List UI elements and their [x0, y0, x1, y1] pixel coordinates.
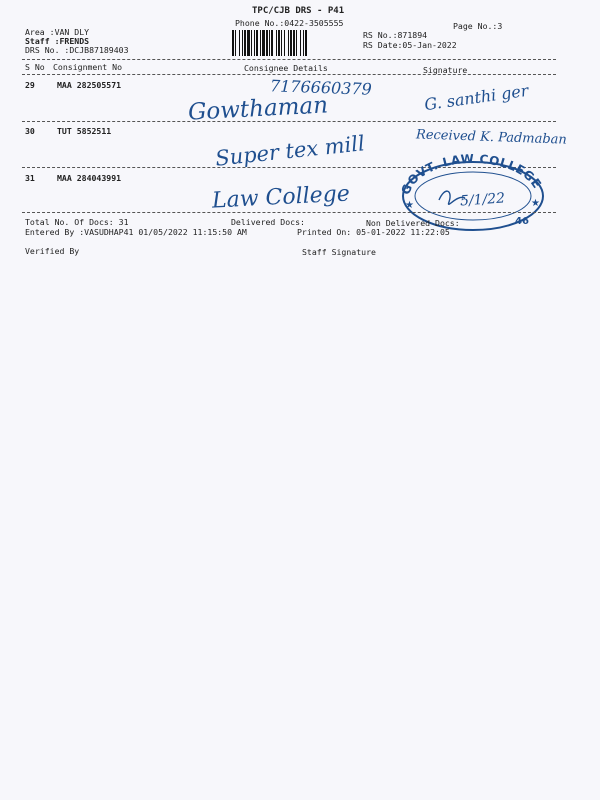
handwritten-date: 5/1/22: [459, 190, 506, 210]
staff-label: Staff :FRENDS: [25, 36, 90, 46]
stamp-number: 46: [515, 216, 529, 227]
star-icon: ★: [531, 198, 540, 209]
star-icon: ★: [405, 200, 414, 211]
row-consignment: TUT 5852511: [57, 126, 112, 136]
handwritten-phone: 7176660379: [269, 76, 373, 99]
column-consignment: Consignment No: [53, 62, 123, 72]
divider: [22, 121, 556, 122]
total-docs: Total No. Of Docs: 31: [25, 217, 129, 227]
drs-number: DRS No. :DCJB87189403: [25, 45, 129, 55]
handwritten-consignee: Gowthaman: [187, 92, 329, 126]
handwritten-consignee: Law College: [211, 181, 351, 214]
phone-number: Phone No.:0422-3505555: [235, 18, 344, 28]
rs-number: RS No.:871894: [363, 30, 428, 40]
barcode-bar: [307, 30, 308, 56]
printed-on: Printed On: 05-01-2022 11:22:05: [297, 227, 450, 237]
handwritten-signature: Received K. Padmaban: [415, 127, 568, 148]
rs-date: RS Date:05-Jan-2022: [363, 40, 457, 50]
row-sno: 30: [25, 126, 35, 136]
barcode: [232, 30, 356, 56]
stamp-text: GOVT. LAW COLLEGE: [398, 152, 545, 197]
row-consignment: MAA 284043991: [57, 173, 122, 183]
entered-by: Entered By :VASUDHAP41 01/05/2022 11:15:50 AM: [25, 227, 247, 237]
staff-signature: Staff Signature: [302, 247, 376, 257]
delivered-docs: Delivered Docs:: [231, 217, 305, 227]
divider: [22, 74, 556, 75]
column-consignee: Consignee Details: [244, 63, 328, 73]
svg-text:GOVT. LAW COLLEGE: [398, 152, 544, 197]
handwritten-signature: G. santhi ger: [423, 80, 530, 115]
document-title: TPC/CJB DRS - P41: [252, 6, 345, 16]
non-delivered-docs: Non Delivered Docs:: [366, 218, 460, 228]
row-sno: 29: [25, 80, 35, 90]
divider: [22, 212, 556, 213]
page-number: Page No.:3: [453, 21, 503, 31]
area-label: Area :VAN DLY: [25, 27, 90, 37]
row-consignment: MAA 282505571: [57, 80, 122, 90]
column-signature: Signature: [423, 65, 468, 75]
divider: [22, 59, 556, 60]
row-sno: 31: [25, 173, 35, 183]
column-sno: S No: [25, 62, 45, 72]
handwritten-consignee: Super tex mill: [214, 131, 366, 171]
verified-by: Verified By: [25, 246, 80, 256]
